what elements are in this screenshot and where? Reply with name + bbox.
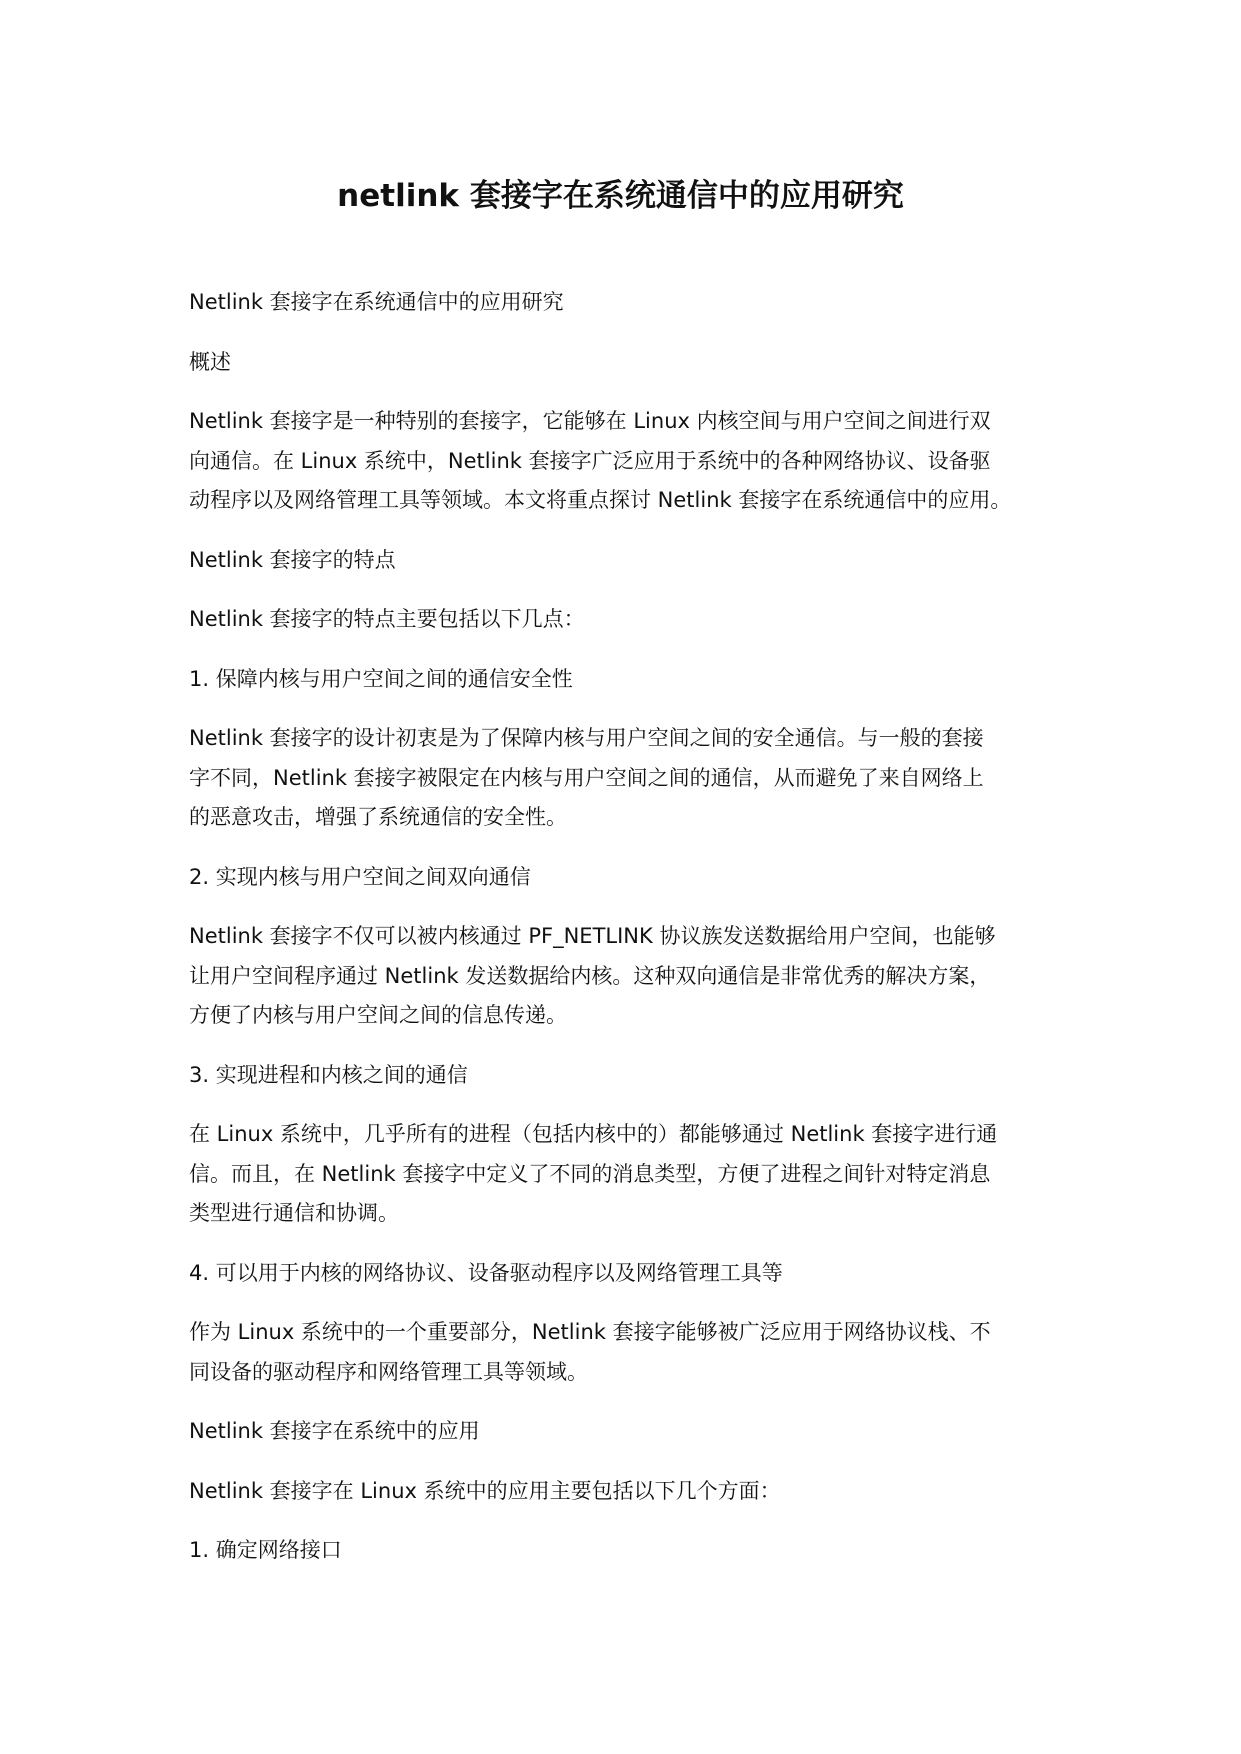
text-line: 向通信。在 Linux 系统中，Netlink 套接字广泛应用于系统中的各种网络协议、设备驱: [189, 448, 991, 473]
paragraph: [189, 283, 1069, 323]
text-line: Netlink 套接字在 Linux 系统中的应用主要包括以下几个方面：: [189, 1478, 781, 1503]
text-line: Netlink 套接字的设计初衷是为了保障内核与用户空间之间的安全通信。与一般的套接: [189, 726, 984, 750]
paragraph: [189, 719, 1069, 838]
paragraph: [189, 1472, 1069, 1512]
section-heading: [189, 1412, 1069, 1452]
text-line: 3. 实现进程和内核之间的通信: [189, 1062, 468, 1087]
text-line: 让用户空间程序通过 Netlink 发送数据给内核。这种双向通信是非常优秀的解决方案，: [189, 963, 991, 988]
text-line: Netlink 套接字不仅可以被内核通过 PF_NETLINK 协议族发送数据给用户空间，也能够: [189, 924, 996, 948]
text-line: 在 Linux 系统中，几乎所有的进程（包括内核中的）都能够通过 Netlink 套接字进行通: [189, 1122, 998, 1146]
text-line: 1. 保障内核与用户空间之间的通信安全性: [189, 666, 573, 691]
list-heading: [189, 1056, 1069, 1096]
text-line: 作为 Linux 系统中的一个重要部分，Netlink 套接字能够被广泛应用于网络协议栈、不: [189, 1320, 991, 1344]
section-heading: [189, 541, 1069, 581]
text-line: 同设备的驱动程序和网络管理工具等领域。: [189, 1359, 588, 1384]
text-line: Netlink 套接字在系统中的应用: [189, 1419, 480, 1443]
paragraph: [189, 600, 1069, 640]
text-line: 2. 实现内核与用户空间之间双向通信: [189, 864, 531, 889]
list-heading: [189, 1531, 1069, 1571]
list-heading: [189, 858, 1069, 898]
text-line: 字不同，Netlink 套接字被限定在内核与用户空间之间的通信，从而避免了来自网络上: [189, 765, 984, 790]
text-line: Netlink 套接字在系统通信中的应用研究: [189, 290, 564, 314]
paragraph: [189, 1115, 1069, 1234]
text-line: Netlink 套接字的特点: [189, 547, 396, 572]
text-line: Netlink 套接字是一种特别的套接字，它能够在 Linux 内核空间与用户空间之间进行双: [189, 409, 991, 433]
text-line: 方便了内核与用户空间之间的信息传递。: [189, 1003, 567, 1027]
document-body: [189, 283, 1069, 1591]
text-line: 4. 可以用于内核的网络协议、设备驱动程序以及网络管理工具等: [189, 1260, 783, 1285]
text-line: 的恶意攻击，增强了系统通信的安全性。: [189, 805, 567, 829]
text-line: 概述: [189, 349, 231, 374]
text-line: 类型进行通信和协调。: [189, 1201, 399, 1225]
list-heading: [189, 1254, 1069, 1294]
text-line: 信。而且，在 Netlink 套接字中定义了不同的消息类型，方便了进程之间针对特定消息: [189, 1161, 991, 1186]
document-title: netlink 套接字在系统通信中的应用研究: [337, 178, 904, 214]
section-heading: [189, 343, 1069, 383]
text-line: Netlink 套接字的特点主要包括以下几点：: [189, 607, 585, 631]
list-heading: [189, 660, 1069, 700]
text-line: 动程序以及网络管理工具等领域。本文将重点探讨 Netlink 套接字在系统通信中的应用。: [189, 488, 1012, 512]
text-line: 1. 确定网络接口: [189, 1538, 342, 1562]
paragraph: [189, 917, 1069, 1036]
paragraph: [189, 1313, 1069, 1392]
paragraph: [189, 402, 1069, 521]
